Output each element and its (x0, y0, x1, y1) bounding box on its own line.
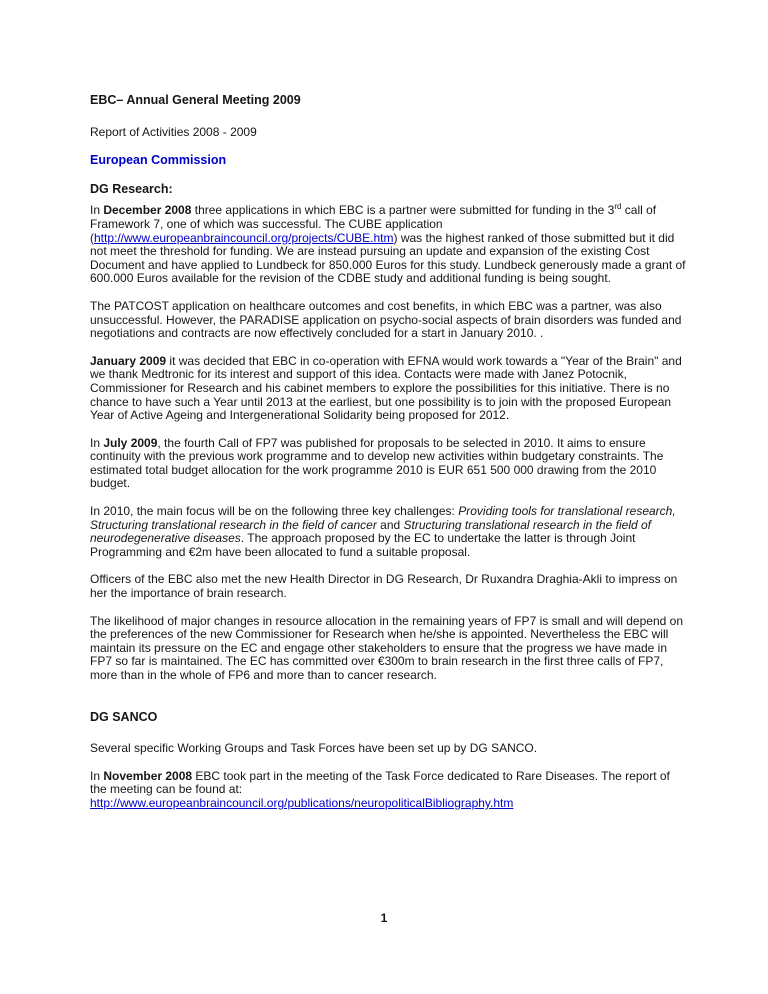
section-heading-dg-sanco: DG SANCO (90, 709, 158, 724)
ordinal-superscript: rd (614, 202, 622, 212)
subsection-heading-dg-research: DG Research: (90, 181, 173, 196)
text-run: three applications in which EBC is a partner were submitted for funding in the 3 (191, 203, 615, 218)
text-run: it was decided that EBC in co-operation with EFNA would work towards a "Year of the Brain" and we thank Medtronic for its interest and support of this idea. Contacts were made with Janez Potocnik, Commissioner for Research and his cabinet members to explore the possibilities for this initiative. There is no chance to have such a Year until 2013 at the earliest, but one possibility is to join with the proposed European Year of Active Ageing and Intergenerational Solidarity being proposed for 2012. (90, 353, 682, 423)
paragraph-december-2008 (90, 204, 689, 286)
text-run: . The approach proposed by the EC to undertake the latter is through Joint Programming and €2m have been allocated to fund a suitable proposal. (90, 531, 636, 559)
text-run: The PATCOST application on healthcare outcomes and cost benefits, in which EBC was a partner, was also unsuccessful. However, the PARADISE application on psycho-social aspects of brain disorders was funded and negotiations and contracts are now effectively concluded for a start in January 2010. . (90, 298, 682, 341)
paragraph-2010-key-challenges (90, 505, 689, 559)
paragraph-patcost (90, 300, 689, 341)
text-run: In (90, 435, 104, 450)
document-content (90, 94, 689, 825)
text-run-bold: January 2009 (90, 353, 167, 368)
page-number: 1 (380, 911, 388, 925)
text-run: EBC took part in the meeting of the Task Force dedicated to Rare Diseases. The report of the meeting can be found at: (90, 768, 670, 797)
text-run-italic: Providing tools for translational research, Structuring translational research in the field of cancer (90, 504, 676, 532)
text-run: In (90, 768, 104, 783)
text-run: Officers of the EBC also met the new Health Director in DG Research, Dr Ruxandra Draghia-Akli to impress on her the importance of brain research. (90, 572, 678, 601)
hyperlink-neuropolitical-bibliography[interactable]: http://www.europeanbraincouncil.org/publications/neuropoliticalBibliography.htm (90, 795, 514, 810)
text-run: and (376, 517, 404, 532)
text-run: In (90, 203, 104, 218)
paragraph-january-2009 (90, 355, 689, 423)
paragraph-november-2008 (90, 770, 689, 811)
text-run: Several specific Working Groups and Task Forces have been set up by DG SANCO. (90, 741, 538, 756)
text-run: call of Framework 7, one of which was successful. The CUBE application ( (90, 203, 657, 245)
hyperlink-cube-project[interactable]: http://www.europeanbraincouncil.org/projects/CUBE.htm (94, 230, 394, 245)
text-run-bold: November 2008 (103, 768, 193, 783)
text-run-bold: July 2009 (103, 435, 158, 450)
text-run-italic: Structuring translational research in the field of neurodegenerative diseases (90, 517, 651, 546)
paragraph-july-2009 (90, 437, 689, 491)
text-run: The likelihood of major changes in resource allocation in the remaining years of FP7 is small and will depend on the preferences of the new Commissioner for Research when he/she is appointed. Nevertheless the EBC will maintain its pressure on the EC and engage other stakeholders to ensure that the progress we have made in FP7 so far is maintained. The EC has committed over €300m to brain research in the first three calls of FP7, more than in the whole of FP6 and more than to cancer research. (90, 613, 683, 682)
section-heading-european-commission: European Commission (90, 153, 227, 168)
document-title: EBC– Annual General Meeting 2009 (90, 93, 301, 107)
text-run: , the fourth Call of FP7 was published for proposals to be selected in 2010. It aims to ensure continuity with the previous work programme and to develop new activities within budgetary constraints. The estimated total budget allocation for the work programme 2010 is EUR 651 500 000 drawing from the 2010 budget. (90, 435, 664, 491)
document-subtitle: Report of Activities 2008 - 2009 (90, 124, 257, 139)
paragraph-health-director (90, 573, 689, 600)
paragraph-fp7-likelihood (90, 615, 689, 683)
text-run-bold: December 2008 (103, 203, 192, 218)
text-run: In 2010, the main focus will be on the following three key challenges: (90, 504, 459, 519)
text-run: ) was the highest ranked of those submitted but it did not meet the threshold for funding. We are instead pursuing an update and expansion of the existing Cost Document and have applied to Lundbeck for 850.000 Euros for this study. Lundbeck generously made a grant of 600.000 Euros available for the revision of the CDBE study and additional funding is being sought. (90, 230, 686, 286)
paragraph-working-groups (90, 742, 689, 756)
